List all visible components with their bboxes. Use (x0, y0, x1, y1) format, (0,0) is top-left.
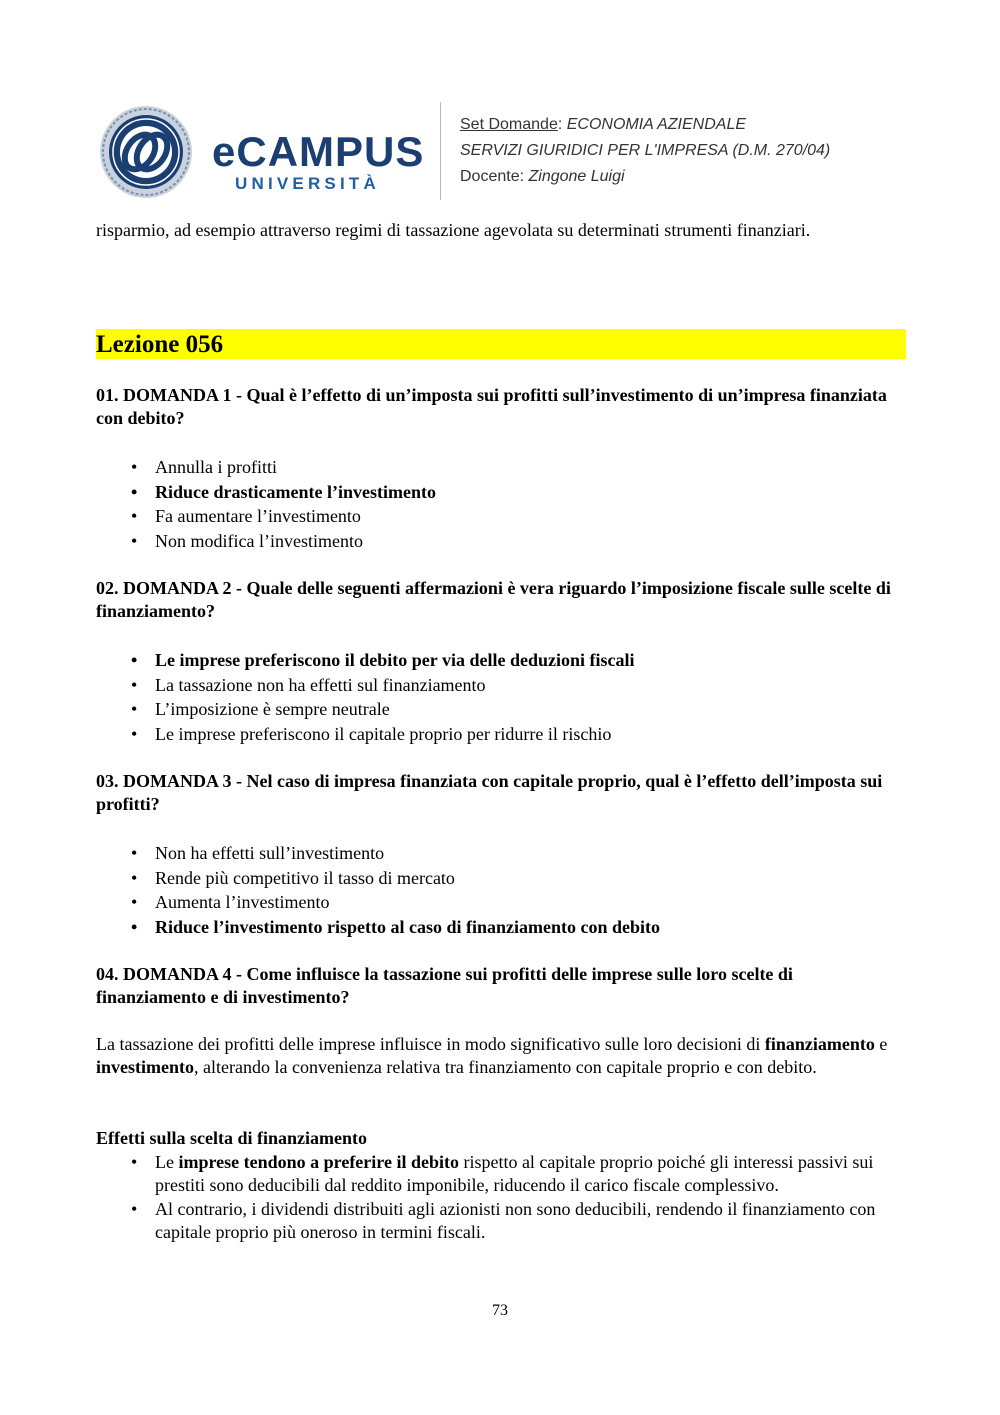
ecampus-seal-logo (96, 105, 196, 199)
logo-subtitle: UNIVERSITÀ (235, 174, 380, 193)
answer-paragraph (96, 1033, 906, 1079)
answer-item: • L’imposizione è sempre neutrale (96, 697, 906, 722)
effect-text: Le (155, 1152, 179, 1172)
effect-text: rispetto al capitale proprio poiché gli interessi passivi sui prestiti sono deducibili dal reddito imponibile, riducendo il carico fiscale complessivo. (155, 1152, 874, 1195)
answer-item: • Annulla i profitti (96, 455, 906, 480)
intro-line: risparmio, ad esempio attraverso regimi di tassazione agevolata su determinati strumenti finanziari. (96, 220, 811, 240)
document-header (96, 100, 916, 202)
answers-1 (96, 455, 906, 554)
answer-item-correct: • Riduce l’investimento rispetto al caso di finanziamento con debito (96, 915, 906, 940)
question-2: 02. DOMANDA 2 - Quale delle seguenti affermazioni è vera riguardo l’imposizione fiscale sulle scelte di finanziamento? (96, 578, 891, 621)
set-label: Set Domande (460, 116, 558, 133)
answer-bold: finanziamento (764, 1034, 875, 1054)
effect-bold: imprese tendono a preferire il debito (178, 1152, 459, 1172)
answer-item: • Le imprese preferiscono il capitale proprio per ridurre il rischio (96, 722, 906, 747)
teacher-label: Docente (460, 168, 520, 185)
answer-text: La tassazione dei profitti delle imprese influisce in modo significativo sulle loro decisioni di (96, 1034, 765, 1054)
answers-3 (96, 841, 906, 940)
header-divider (440, 102, 441, 200)
section-subheading: Effetti sulla scelta di finanziamento (96, 1128, 367, 1148)
answer-item-correct: • Riduce drasticamente l’investimento (96, 480, 906, 505)
teacher-value: Zingone Luigi (528, 168, 625, 185)
set-value: ECONOMIA AZIENDALE (566, 116, 747, 133)
answer-item: • Non ha effetti sull’investimento (96, 841, 906, 866)
question-3: 03. DOMANDA 3 - Nel caso di impresa finanziata con capitale proprio, qual è l’effetto dell’imposta sui profitti? (96, 771, 883, 814)
effects-list (96, 1151, 876, 1245)
answer-item: • Rende più competitivo il tasso di mercato (96, 866, 906, 891)
teacher-line: Docente: Zingone Luigi (460, 168, 625, 185)
effect-item: • Al contrario, i dividendi distribuiti agli azionisti non sono deducibili, rendendo il finanziamento con capitale proprio più oneroso in termini fiscali. (96, 1198, 876, 1244)
answer-item: • La tassazione non ha effetti sul finanziamento (96, 673, 906, 698)
answer-item: • Fa aumentare l’investimento (96, 504, 906, 529)
answer-item: • Aumenta l’investimento (96, 890, 906, 915)
header-info (460, 112, 830, 190)
answer-text: , alterando la convenienza relativa tra finanziamento con capitale proprio e con debito. (194, 1057, 817, 1077)
answers-2 (96, 648, 906, 747)
answer-bold: investimento (96, 1057, 194, 1077)
question-1: 01. DOMANDA 1 - Qual è l’effetto di un’imposta sui profitti sull’investimento di un’impresa finanziata con debito? (96, 385, 887, 428)
logo-wordmark: eCAMPUS (212, 128, 425, 175)
question-4: 04. DOMANDA 4 - Come influisce la tassazione sui profitti delle imprese sulle loro scelte di finanziamento e di investimento? (96, 964, 793, 1007)
answer-item-correct: • Le imprese preferiscono il debito per via delle deduzioni fiscali (96, 648, 906, 673)
course-line: SERVIZI GIURIDICI PER L'IMPRESA (D.M. 270/04) (460, 142, 831, 159)
set-line: Set Domande: ECONOMIA AZIENDALE (460, 116, 747, 133)
lesson-title: Lezione 056 (96, 331, 224, 358)
effect-item (96, 1151, 876, 1197)
answer-text: e (874, 1034, 888, 1054)
page-number: 73 (492, 1302, 508, 1319)
answer-item: • Non modifica l’investimento (96, 529, 906, 554)
